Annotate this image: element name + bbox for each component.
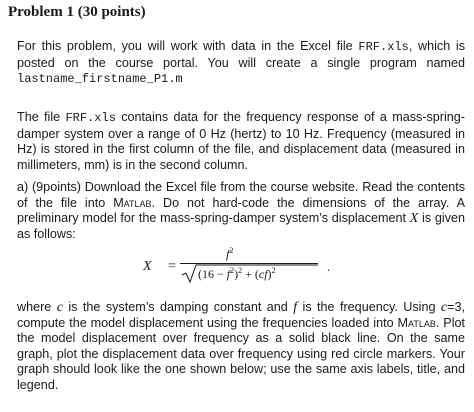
den-cf: cf — [258, 267, 268, 281]
excel-filename: FRF.xls — [358, 40, 409, 54]
den-mid: ) — [234, 267, 239, 281]
variable-x: X — [409, 211, 419, 227]
part-a-paragraph — [17, 180, 465, 242]
variable-f: f — [293, 300, 298, 315]
program-filename: lastname_firstname_P1.m — [17, 72, 183, 87]
instructions-paragraph — [17, 300, 465, 394]
den-open: (16 − — [198, 267, 227, 281]
file-description-paragraph — [17, 110, 465, 173]
intro-text-a: For this problem, you will work with data in the Excel file — [17, 39, 359, 53]
den-close: ) — [267, 267, 272, 281]
instr-text-d: is the frequency. Using — [297, 300, 441, 314]
file-desc-text-b: contains data for the frequency response of a mass-spring-damper system over a range of 0 Hz (hertz) to 10 Hz. Frequency (measured in Hz) is stored in the first column of the file, and displacement data (measured in millimeters, mm) is in the second column. — [17, 110, 465, 172]
equation-numerator — [226, 246, 233, 262]
den-f: f — [226, 267, 231, 281]
numerator-f: f — [226, 247, 230, 261]
variable-c: c — [56, 300, 63, 315]
part-a-text-a: a) (9points) Download the Excel file from the course website. Read the contents of the file into — [17, 180, 465, 210]
instr-text-a: where — [17, 300, 57, 314]
matlab-name: Matlab — [113, 195, 152, 210]
equation-lhs: X — [143, 259, 152, 274]
problem-title: Problem 1 (30 points) — [8, 4, 146, 20]
intro-text-b: , which is posted on the course portal. You will create a single program named — [17, 39, 466, 70]
instr-text-g: . Plot the model displacement over frequency as a solid black line. On the same graph, plot the displacement data over frequency using red circle markers. Your graph should look like the one shown below; use the same axis labels, title, and legend. — [17, 315, 466, 392]
equation-equals: = — [168, 259, 176, 274]
variable-c-value: c — [440, 300, 448, 315]
part-a-text-b: . Do not hard-code the dimensions of the array. A preliminary model for the mass-spring-damper system’s displacement — [17, 195, 465, 226]
equation-denominator — [180, 263, 320, 283]
excel-filename-2: FRF.xls — [65, 111, 116, 125]
equation-period: . — [327, 260, 330, 274]
intro-paragraph — [17, 39, 465, 88]
den-mid-exp: 2 — [238, 266, 243, 275]
file-desc-text-a: The file — [17, 110, 66, 124]
part-a-text-c: is given as follows: — [17, 211, 466, 241]
den-f-exp: 2 — [230, 266, 235, 275]
denominator-text — [198, 266, 276, 282]
displacement-equation — [140, 246, 370, 288]
instr-text-e: =3, compute the model displacement using the frequencies loaded into — [17, 300, 465, 330]
numerator-exponent: 2 — [229, 246, 234, 255]
matlab-name-2: Matlab — [397, 315, 436, 330]
instr-text-b: is the system’s damping constant and — [62, 300, 294, 314]
den-close-exp: 2 — [271, 266, 276, 275]
den-plus: + ( — [242, 267, 259, 281]
